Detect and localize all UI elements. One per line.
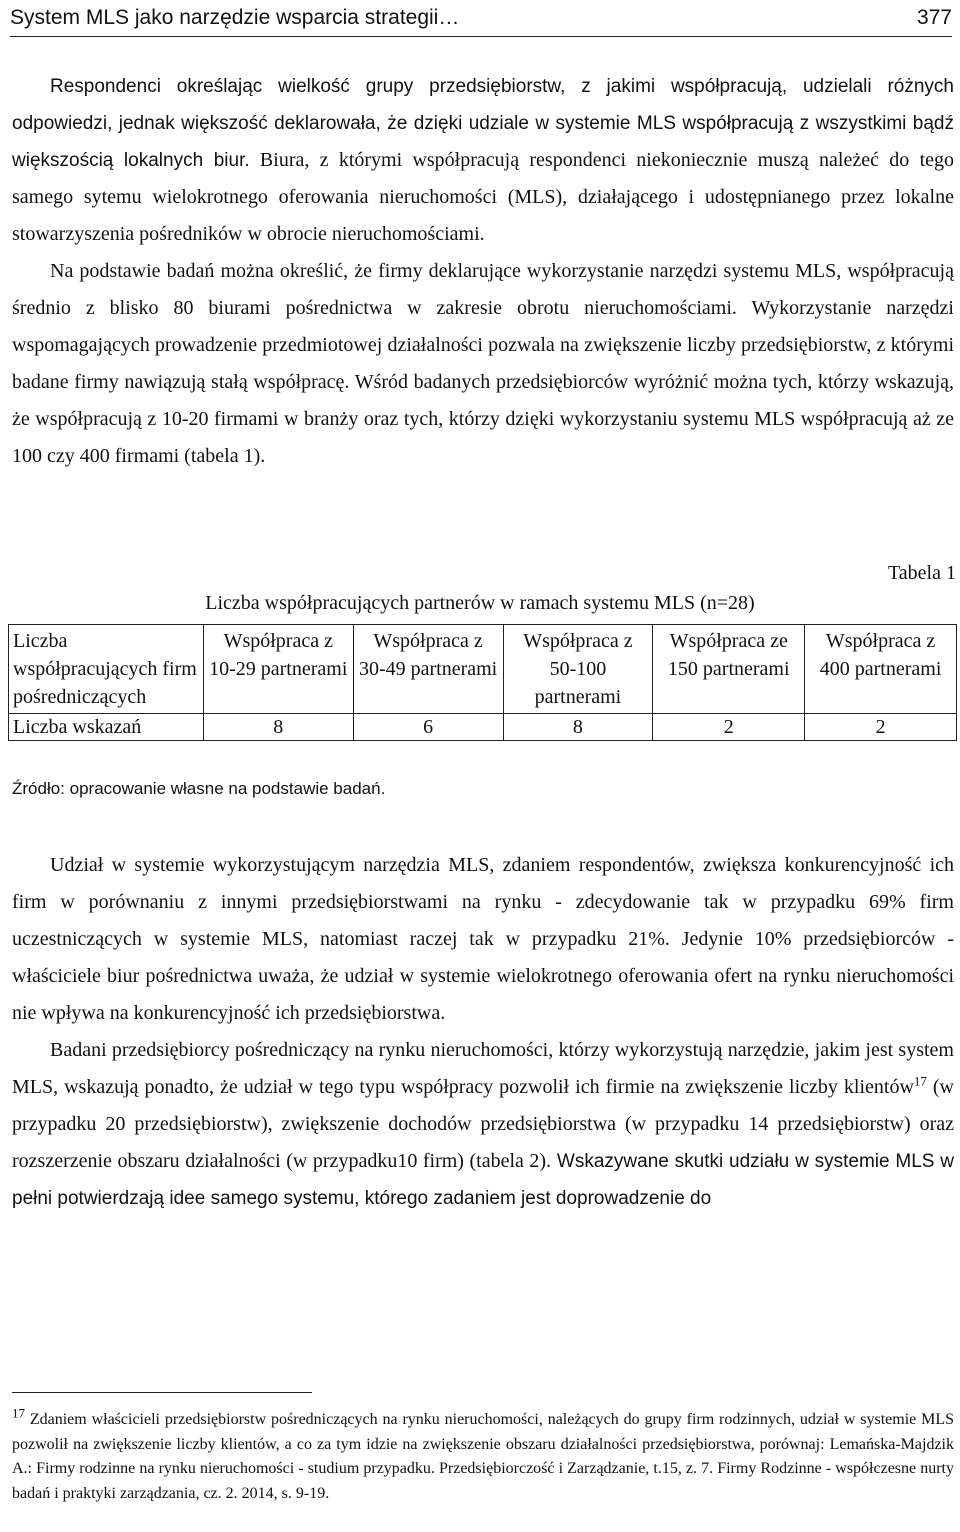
table-cell: 2 [805,714,957,741]
paragraph-1-serif: Biura, z którymi współpracują respondenci niekoniecznie muszą należeć do tego samego sytemu wielokrotnego oferowania nieruchomości (MLS), działającego i udostępnianego przez lokalne stowarzyszenia pośredników w obrocie nieruchomościami. [12,149,954,245]
table-header-cell: Współpraca z 30-49 partnerami [353,625,503,714]
table-cell: 2 [653,714,805,741]
footnote-divider [12,1392,312,1393]
footnote-text: Zdaniem właścicieli przedsiębiorstw pośredniczących na rynku nieruchomości, należących do grupy firm rodzinnych, udział w systemie MLS pozwolił na zwiększenie liczby klientów, a co za tym idzie na zwiększenie obszaru działalności przedsiębiorstwa, porównaj: Lemańska-Majdzik A.: Firmy rodzinne na rynku nieruchomości - studium przypadku. Przedsiębiorczość i Zarządzanie, t.15, z. 7. Firmy Rodzinne - współczesne nurty badań i praktyki zarządzania, cz. 2. 2014, s. 9-19. [12,1411,954,1502]
paragraph-4-text-a: Badani przedsiębiorcy pośredniczący na rynku nieruchomości, którzy wykorzystują narzędzie, jakim jest system MLS, wskazują ponadto, że udział w tego typu współpracy pozwolił ich firmie na zwiększenie liczby klientów [12,1039,954,1098]
paragraph-1 [12,68,954,253]
table-header-row [9,625,957,714]
paragraph-3: Udział w systemie wykorzystującym narzędzia MLS, zdaniem respondentów, zwiększa konkurencyjność ich firm w porównaniu z innymi przedsiębiorstwami na rynku - zdecydowanie tak w przypadku 69% firm uczestniczących w systemie MLS, natomiast raczej tak w przypadku 21%. Jedynie 10% przedsiębiorców - właściciele biur pośrednictwa uważa, że udział w systemie wielokrotnego oferowania ofert na rynku nieruchomości nie wpływa na konkurencyjność ich przedsiębiorstwa. [12,854,954,1024]
running-header [10,6,952,37]
table-label: Tabela 1 [887,562,956,584]
table-row-label: Liczba wskazań [9,714,204,741]
footnote-ref: 17 [913,1073,927,1089]
data-table [8,624,957,741]
table-cell: 6 [353,714,503,741]
table-row [9,714,957,741]
table-source: Źródło: opracowanie własne na podstawie badań. [12,779,386,798]
paragraph-1-sans: Respondenci określając wielkość grupy przedsiębiorstw, z jakimi współpracują, udzielali różnych odpowiedzi, jednak większość deklarowała, że dzięki udziale w systemie MLS współpracują z wszystkimi bądź większością lokalnych biur. [12,76,954,171]
paragraph-4-text-b: (w przypadku 20 przedsiębiorstw), zwiększenie dochodów przedsiębiorstwa (w przypadku 14 przedsiębiorstw) oraz rozszerzenie obszaru działalności (w przypadku10 firm) (tabela 2). [12,1076,954,1172]
footnote [12,1405,954,1506]
page-number: 377 [916,6,952,29]
paragraph-2: Na podstawie badań można określić, że firmy deklarujące wykorzystanie narzędzi systemu MLS, współpracują średnio z blisko 80 biurami pośrednictwa w zakresie obrotu nieruchomościami. Wykorzystanie narzędzi wspomagających prowadzenie przedmiotowej działalności pozwala na zwiększenie liczby przedsiębiorstw, z którymi badane firmy nawiązują stałą współpracę. Wśród badanych przedsiębiorców wyróżnić można tych, którzy wskazują, że współpracują z 10-20 firmami w branży oraz tych, którzy dzięki wykorzystaniu systemu MLS współpracują aż ze 100 czy 400 firmami (tabela 1). [12,260,954,467]
table-header-cell: Współpraca z 50-100 partnerami [503,625,653,714]
table-header-cell: Współpraca ze 150 partnerami [653,625,805,714]
running-title: System MLS jako narzędzie wsparcia strategii… [10,6,460,29]
table-header-cell: Współpraca z 10-29 partnerami [203,625,353,714]
section-1 [12,68,954,475]
paragraph-4 [12,1032,954,1217]
table-cell: 8 [203,714,353,741]
paragraph-4-sans: Wskazywane skutki udziału w systemie MLS w pełni potwierdzają idee samego systemu, którego zadaniem jest doprowadzenie do [12,1151,954,1209]
footnote-number: 17 [12,1405,25,1421]
table-title: Liczba współpracujących partnerów w ramach systemu MLS (n=28) [205,592,755,614]
table-header-first: Liczba współpracujących firm pośredniczących [9,625,204,714]
table-cell: 8 [503,714,653,741]
table-header-cell: Współpraca z 400 partnerami [805,625,957,714]
section-2 [12,847,954,1217]
